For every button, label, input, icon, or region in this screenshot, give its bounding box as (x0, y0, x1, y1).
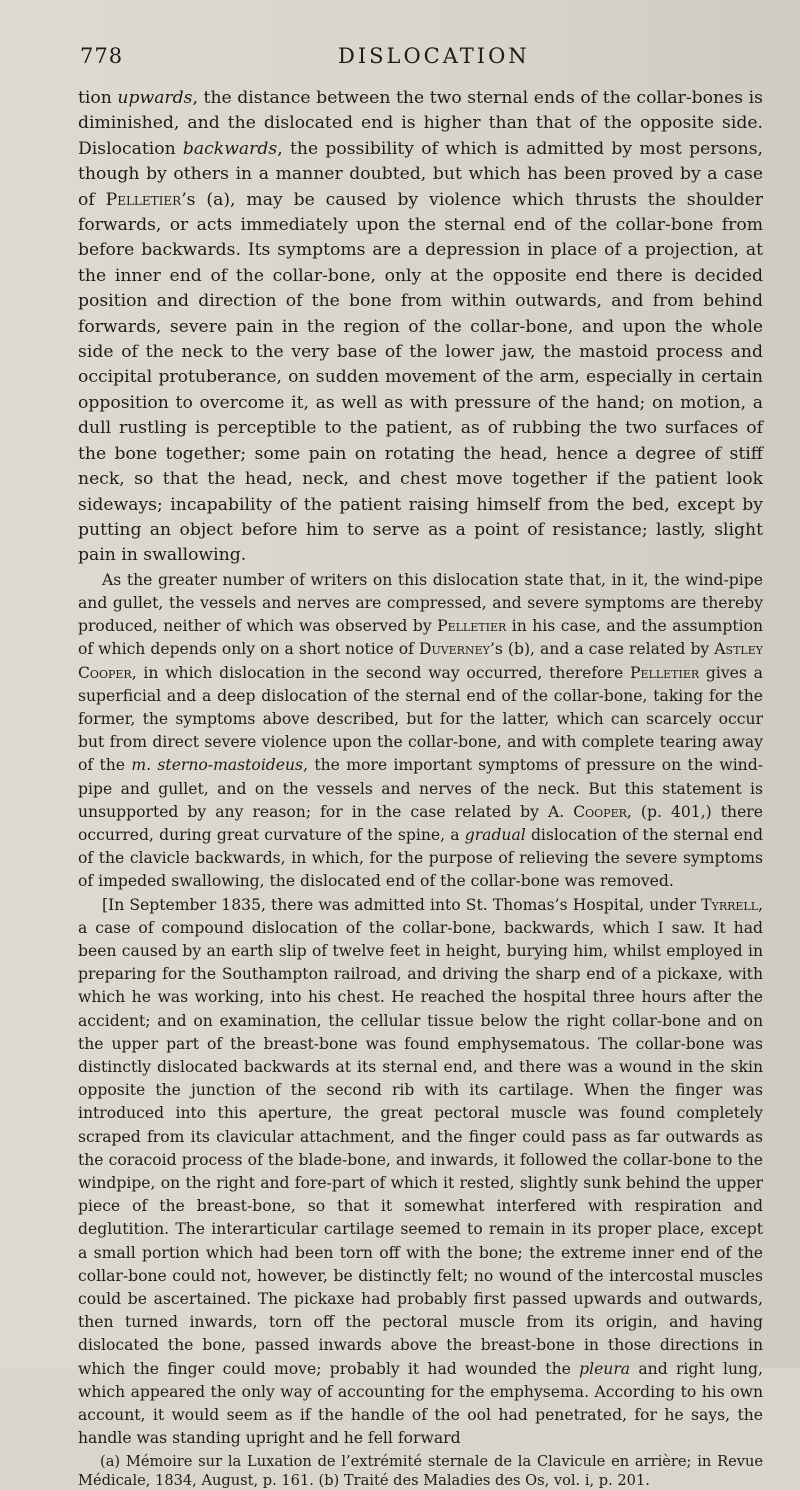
text-run: ’s (a), may be caused by violence which thrusts the shoulder forwards, or acts immediately upon the sternal end of the collar-bone from before backwards. Its symptoms are a depression in place of a projection, at the inner end of the collar-bone, only at the opposite end there is decided position and direction of the bone from within outwards, and from behind forwards, severe pain in the region of the collar-bone, and upon the whole side of the neck to the very base of the lower jaw, the mastoid process and occipital protuberance, on sudden movement of the arm, especially in certain opposition to overcome it, as well as with pressure of the hand; on motion, a dull rustling is perceptible to the patient, as of rubbing the two surfaces of the bone together; some pain on rotating the head, hence a degree of stiff neck, so that the head, neck, and chest move together if the patient look sideways; incapability of the patient raising himself from the bed, except by putting an object before him to serve as a point of resistance; lastly, slight pain in swallowing. (78, 189, 763, 566)
text-run: , the possibility of which is admitted by most persons, though by others in a manner doubted, but which has been proved by a case of (78, 138, 763, 210)
paragraph-3 (78, 894, 763, 1451)
paragraph-2 (78, 569, 763, 894)
text-run: , the more important symptoms of pressure on the wind-pipe and gullet, and on the vessels and nerves of the neck. But this statement is unsupported by any reason; for in the case related by A. (78, 756, 763, 821)
italic-text: gradual (464, 825, 526, 844)
text-run: ’s (b), and a case related by (489, 640, 715, 659)
text-run: dislocation of the sternal end of the clavicle backwards, in which, for the purpose of relieving the severe symptoms of impeded swallowing, the dislocated end of the collar-bone was removed. (78, 825, 763, 891)
small-caps-name: Duverney (418, 640, 490, 659)
text-run: in his case, and the assumption of which depends only on a short notice of (78, 617, 764, 659)
text-run: , a case of compound dislocation of the collar-bone, backwards, which I saw. It had been caused by an earth slip of twelve feet in height, burying him, whilst employed in preparing for the Southampton railroad, and driving the sharp end of a pickaxe, with which he was working, into his chest. He reached the hospital three hours after the accident; and on examination, the cellular tissue below the right collar-bone and on the upper part of the breast-bone was found emphysematous. The collar-bone was distinctly dislocated backwards at its sternal end, and there was a wound in the skin opposite the junction of the second rib with its cartilage. When the finger was introduced into this aperture, the great pectoral muscle was found completely scraped from its clavicular attachment, and the finger could pass as far outwards as the coracoid process of the blade-bone, and inwards, it followed the collar-bone to the windpipe, on the right and fore-part of which it rested, slightly sunk behind the upper piece of the breast-bone, so that it somewhat interfered with respiration and deglutition. The interarticular cartilage seemed to remain in its proper place, except a small portion which had been torn off with the bone; the extreme inner end of the collar-bone could not, however, be distinctly felt; no wound of the intercostal muscles could be ascertained. The pickaxe had probably first passed upwards and outwards, then turned inwards, torn off the pectoral muscle from its origin, and having dislocated the bone, passed inwards above the breast-bone in those directions in which the finger could move; probably it had wounded the (78, 895, 763, 1378)
small-caps-name: Pelletier (437, 617, 507, 636)
footnotes (78, 1452, 763, 1490)
text-run: and right lung, which appeared the only way of accounting for the emphysema. According to his own account, it would seem as if the handle of the ool had penetrated, for he says, the handle was standing upright and he fell forward (78, 1359, 763, 1448)
page-number: 778 (80, 44, 124, 68)
small-caps-name: Pelletier (629, 663, 700, 682)
italic-text: pleura (579, 1359, 631, 1378)
text-run: tion (78, 88, 118, 108)
text-run: As the greater number of writers on this dislocation state that, in it, the wind-pipe and gullet, the vessels and nerves are compressed, and severe symptoms are thereby produced, neither of which was observed by (78, 570, 763, 636)
text-run: [In September 1835, there was admitted into St. Thomas’s Hospital, under (102, 895, 702, 914)
running-title: DISLOCATION (338, 44, 530, 68)
text-run: , (p. 401,) there occurred, during great curvature of the spine, a (78, 802, 763, 844)
italic-text: backwards (182, 138, 278, 159)
italic-text: upwards (117, 88, 193, 108)
italic-text: m. sterno-mastoideus (131, 756, 304, 775)
text-run: , in which dislocation in the second way occurred, therefore (131, 663, 630, 682)
paragraph-1 (78, 86, 763, 569)
small-caps-name: Tyrrell (701, 895, 759, 914)
small-caps-name: Astley Cooper (78, 640, 763, 682)
page-header (80, 44, 760, 72)
small-caps-name: Pelletier (105, 189, 182, 210)
small-caps-name: Cooper (573, 802, 627, 821)
body-text (78, 86, 763, 1490)
text-run: gives a superficial and a deep dislocation of the sternal end of the collar-bone, taking for the former, the symptoms above described, but for the latter, which can scarcely occur but from direct severe violence upon the collar-bone, and with complete tearing away of the (78, 663, 763, 775)
text-run: , the distance between the two sternal ends of the collar-bones is diminished, and the dislocated end is higher than that of the opposite side. Dislocation (78, 88, 763, 159)
text-run: (a) Mémoire sur la Luxation de l’extrémité sternale de la Clavicule en arrière; in Revue Médicale, 1834, August, p. 161. (b) Traité des Maladies des Os, vol. i, p. 201. (78, 1453, 763, 1490)
